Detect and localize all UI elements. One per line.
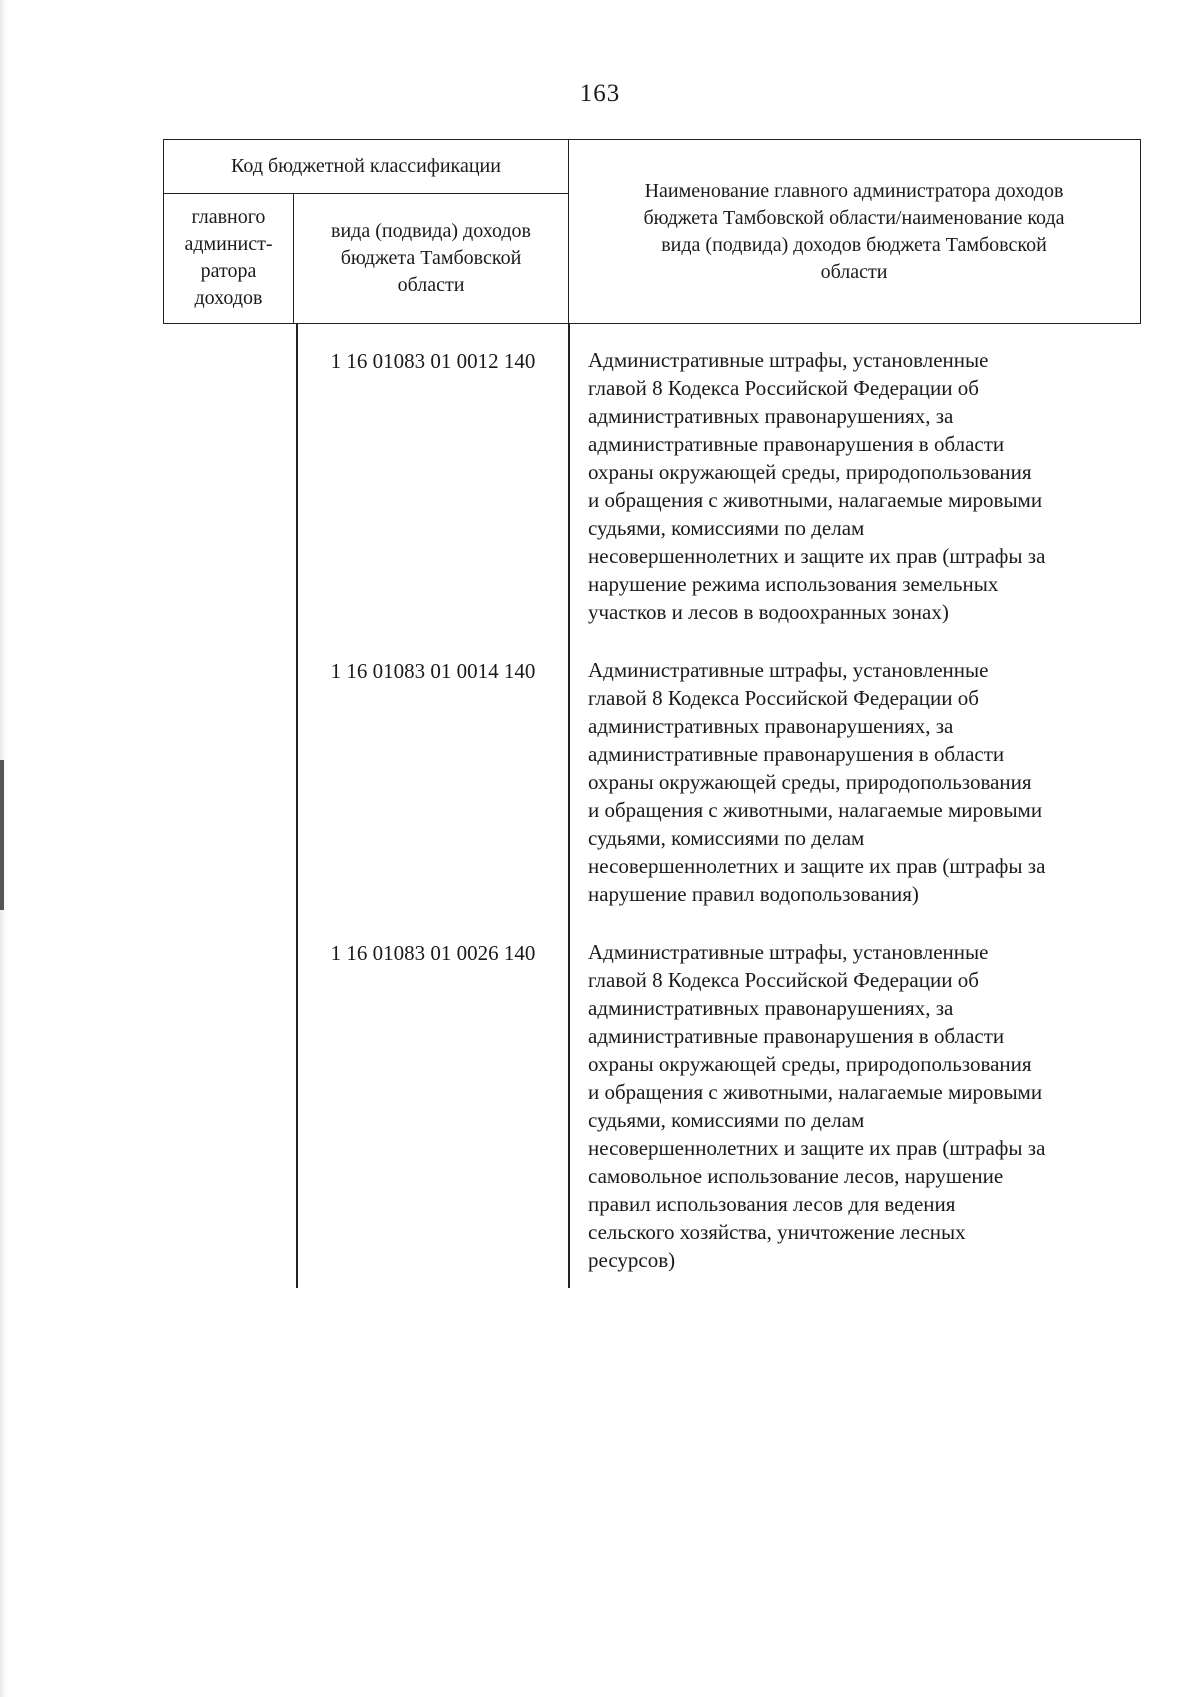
header-vid-column: вида (подвида) доходов бюджета Тамбовской области [294,193,569,323]
table-row-code: 1 16 01083 01 0014 140 [330,659,536,683]
table-row-description: Административные штрафы, установленные главой 8 Кодекса Российской Федерации об административных правонарушениях, за административные правонарушения в области охраны окружающей среды, природопользования и обращения с животными, налагаемые мировыми судьями, комиссиями по делам несовершеннолетних и защите их прав (штрафы за нарушение режима использования земельных участков и лесов в водоохранных зонах) [588,348,1046,624]
table-row-description: Административные штрафы, установленные главой 8 Кодекса Российской Федерации об административных правонарушениях, за административные правонарушения в области охраны окружающей среды, природопользования и обращения с животными, налагаемые мировыми судьями, комиссиями по делам несовершеннолетних и защите их прав (штрафы за самовольное использование лесов, нарушение правил использования лесов для ведения сельского хозяйства, уничтожение лесных ресурсов) [588,940,1046,1272]
page-number: 163 [579,80,621,107]
scan-mark [0,760,4,910]
table-header [163,139,1141,324]
column-divider-right [568,323,570,1288]
header-kbk-title: Код бюджетной классификации [164,140,569,194]
column-divider-left [296,323,298,1288]
table-row-description: Административные штрафы, установленные главой 8 Кодекса Российской Федерации об административных правонарушениях, за административные правонарушения в области охраны окружающей среды, природопользования и обращения с животными, налагаемые мировыми судьями, комиссиями по делам несовершеннолетних и защите их прав (штрафы за нарушение правил водопользования) [588,658,1046,906]
table-row-code: 1 16 01083 01 0012 140 [330,349,536,373]
table-row-code: 1 16 01083 01 0026 140 [330,941,536,965]
header-admin-column: главного админист- ратора доходов [164,193,294,323]
header-name-column: Наименование главного администратора доходов бюджета Тамбовской области/наименование кода вида (подвида) доходов бюджета Тамбовской области [643,179,1065,283]
